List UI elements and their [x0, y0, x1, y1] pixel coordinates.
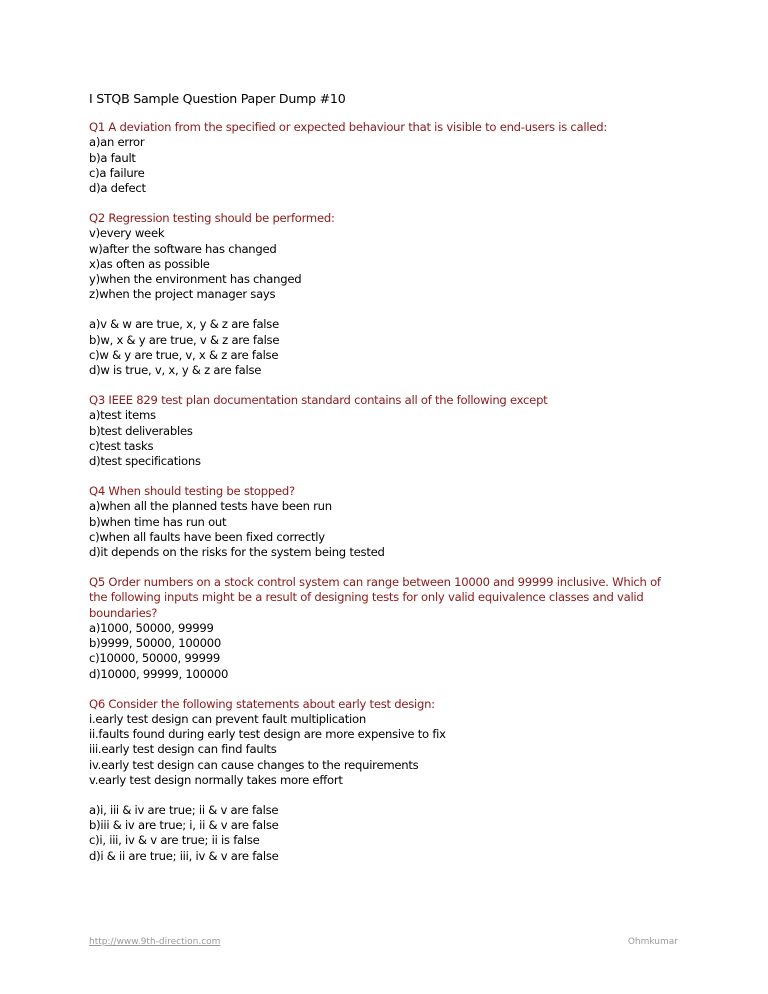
- statement-item: z)when the project manager says: [89, 287, 276, 302]
- answer-option: a)test items: [89, 408, 156, 423]
- question-list: [89, 120, 729, 864]
- answer-option: c)a failure: [89, 165, 145, 180]
- question-block-2: [89, 211, 729, 378]
- answer-option: a)when all the planned tests have been run: [89, 499, 332, 514]
- answer-option: b)a fault: [89, 150, 136, 165]
- answer-option: d)test specifications: [89, 454, 201, 469]
- page-footer: [89, 937, 678, 947]
- question-text: Q4 When should testing be stopped?: [89, 484, 295, 499]
- answer-option: d)it depends on the risks for the system being tested: [89, 545, 385, 560]
- answer-option: b)test deliverables: [89, 423, 193, 438]
- statement-item: y)when the environment has changed: [89, 272, 302, 287]
- answer-option: b)when time has run out: [89, 514, 227, 529]
- question-text: Q2 Regression testing should be performed:: [89, 211, 335, 226]
- answer-option: d)a defect: [89, 181, 146, 196]
- answer-option: c)test tasks: [89, 438, 154, 453]
- answer-option: c)i, iii, iv & v are true; ii is false: [89, 833, 260, 848]
- answer-option: a)v & w are true, x, y & z are false: [89, 317, 279, 332]
- answer-option: c)w & y are true, v, x & z are false: [89, 347, 279, 362]
- statement-item: iv.early test design can cause changes to the requirements: [89, 757, 419, 772]
- question-text: the following inputs might be a result of designing tests for only valid equivalence classes and valid: [89, 590, 644, 605]
- answer-option: b)w, x & y are true, v & z are false: [89, 332, 280, 347]
- question-block-6: [89, 697, 729, 864]
- statement-item: iii.early test design can find faults: [89, 742, 277, 757]
- answer-option: b)iii & iv are true; i, ii & v are false: [89, 818, 279, 833]
- statement-item: i.early test design can prevent fault multiplication: [89, 711, 366, 726]
- question-block-1: [89, 120, 729, 196]
- answer-option: b)9999, 50000, 100000: [89, 636, 222, 651]
- statement-item: w)after the software has changed: [89, 241, 277, 256]
- answer-option: c)when all faults have been fixed correctly: [89, 529, 325, 544]
- answer-option: a)1000, 50000, 99999: [89, 620, 214, 635]
- answer-option: a)an error: [89, 135, 145, 150]
- footer-link[interactable]: http://www.9th-direction.com: [89, 937, 221, 947]
- statement-item: v)every week: [89, 226, 165, 241]
- spacer: [89, 302, 729, 317]
- statement-item: x)as often as possible: [89, 256, 210, 271]
- footer-author: Ohmkumar: [627, 937, 678, 947]
- document-body: [89, 91, 729, 879]
- question-text: Q3 IEEE 829 test plan documentation standard contains all of the following except: [89, 393, 548, 408]
- statement-item: ii.faults found during early test design are more expensive to fix: [89, 727, 446, 742]
- spacer: [89, 788, 729, 803]
- question-text: Q1 A deviation from the specified or expected behaviour that is visible to end-users is called:: [89, 120, 608, 135]
- question-block-4: [89, 484, 729, 560]
- document-title: I STQB Sample Question Paper Dump #10: [89, 91, 346, 106]
- answer-option: d)i & ii are true; iii, iv & v are false: [89, 848, 279, 863]
- answer-option: d)10000, 99999, 100000: [89, 666, 229, 681]
- question-text: Q5 Order numbers on a stock control system can range between 10000 and 99999 inclusive. Which of: [89, 575, 661, 590]
- question-text: boundaries?: [89, 605, 158, 620]
- answer-option: d)w is true, v, x, y & z are false: [89, 363, 262, 378]
- question-block-5: [89, 575, 729, 681]
- answer-option: a)i, iii & iv are true; ii & v are false: [89, 802, 279, 817]
- statement-item: v.early test design normally takes more effort: [89, 772, 343, 787]
- question-block-3: [89, 393, 729, 469]
- answer-option: c)10000, 50000, 99999: [89, 651, 221, 666]
- question-text: Q6 Consider the following statements about early test design:: [89, 696, 435, 711]
